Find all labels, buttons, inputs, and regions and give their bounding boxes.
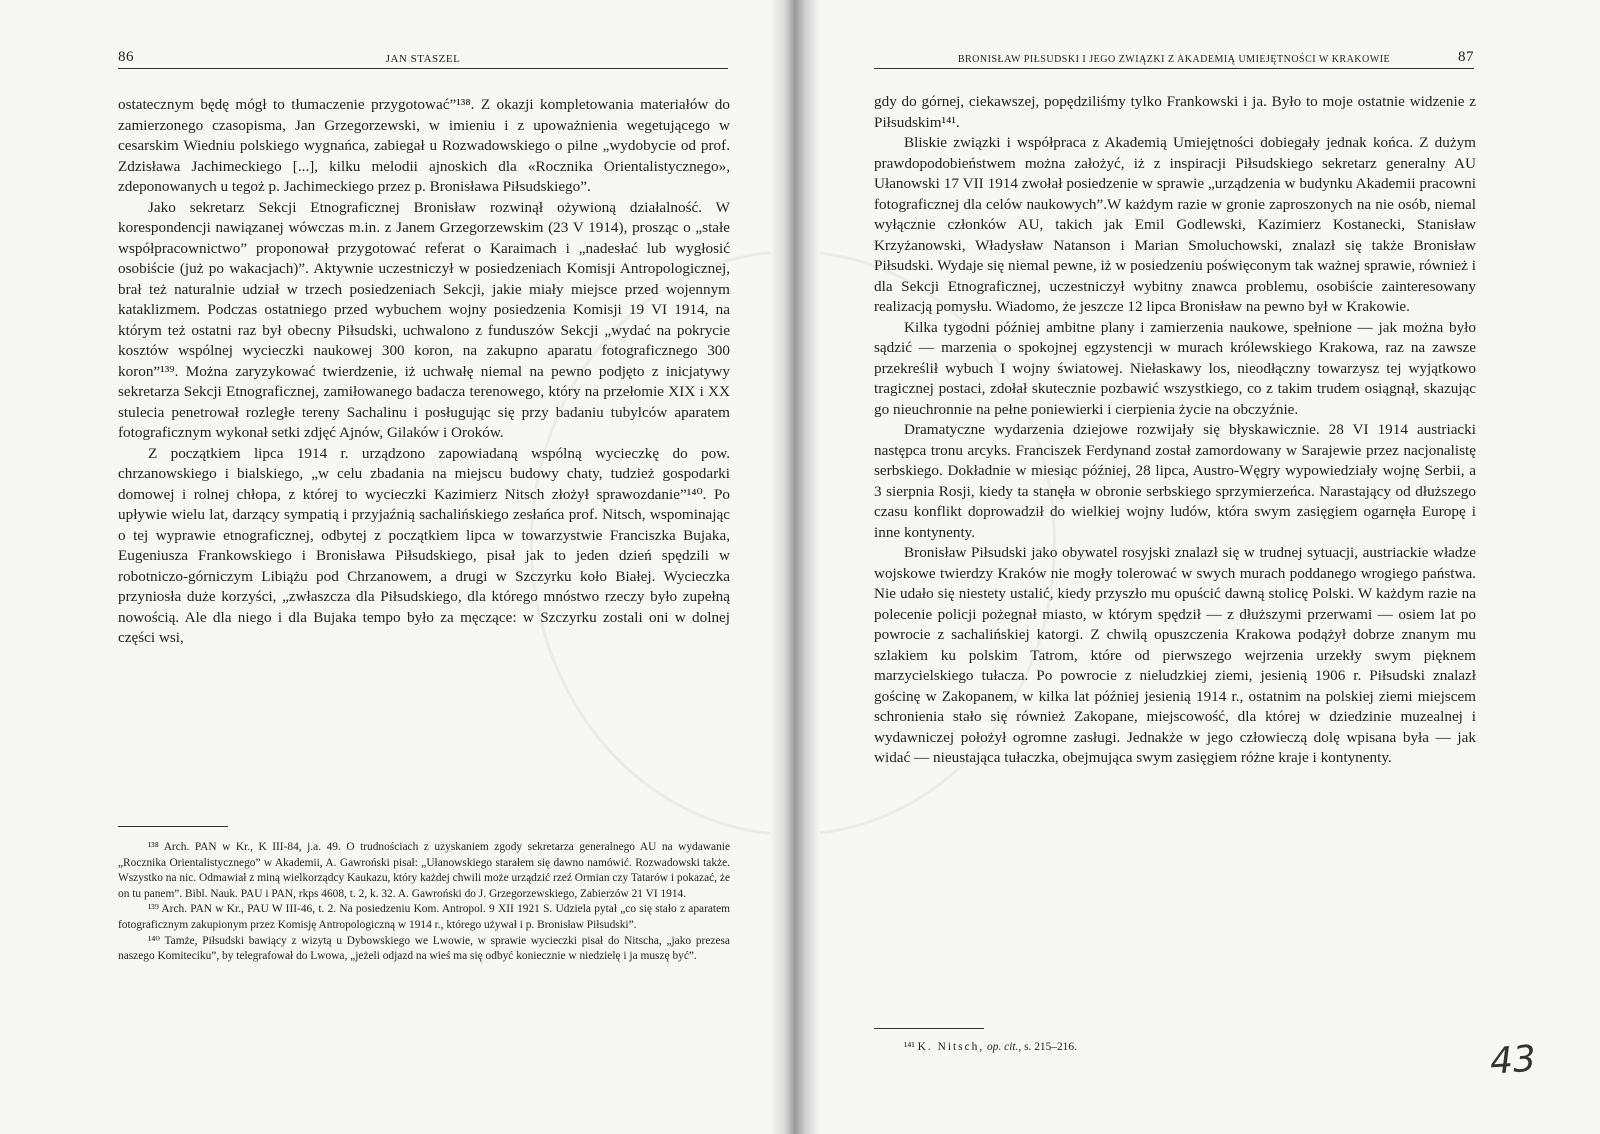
left-page-header xyxy=(118,48,728,69)
right-footnotes xyxy=(874,1040,1476,1056)
footnote-141-work: op. cit., xyxy=(987,1041,1022,1053)
left-footnote-rule xyxy=(118,826,228,827)
left-paragraph-3: Z początkiem lipca 1914 r. urządzono zapowiadaną wspólną wycieczkę do pow. chrzanowskiego i bialskiego, „w celu zbadania na miejscu budowy chaty, tudzież gospodarki domowej i rolnej chłopa, z której to wycieczki Kazimierz Nitsch złożył sprawozdanie”¹⁴⁰. Po upływie wielu lat, darzący sympatią i przyjaźnią sachalińskiego zesłańca prof. Nitsch, wspominając o tej wyprawie etnograficznej, odbytej z początkiem lipca w towarzystwie Franciszka Bujaka, Eugeniusza Frankowskiego i Bronisława Piłsudskiego, pisał jak to jeden dzień spędzili w robotniczo-górniczym Libiążu pod Chrzanowem, a drugi w Szczyrku koło Białej. Wycieczka przyniosła duże korzyści, „zwłaszcza dla Piłsudskiego, dla którego mnóstwo rzeczy było zupełną nowością. Ale dla niego i dla Bujaka tempo było za męczące: w Szczyrku zostali oni w dolnej części wsi, xyxy=(118,444,730,646)
right-footnote-rule xyxy=(874,1028,984,1029)
left-page xyxy=(0,0,770,1134)
footnote-141-author: K. Nitsch, xyxy=(917,1041,985,1053)
handwritten-page-number: 43 xyxy=(1488,1038,1538,1083)
footnote-138: ¹³⁸ Arch. PAN w Kr., K III-84, j.a. 49. O trudnościach z uzyskaniem zgody sekretarza generalnego AU na wydawanie „Rocznika Orientalistycznego” w Akademii, A. Gawroński pisał: „Ułanowskiego starałem się dawno namówić. Rozwadowski także. Wszystko na nic. Odmawiał z miną wielkorządcy Kaukazu, który każdej chwili może urządzić rzeź Ormian czy Tatarów i pokazać, że on tu panem”. Bibl. Nauk. PAU i PAN, rkps 4608, t. 2, k. 32. A. Gawroński do J. Grzegorzewskiego, Zabierzów 21 VI 1914. xyxy=(118,841,730,900)
footnote-141 xyxy=(874,1040,1476,1056)
right-paragraph-3: Kilka tygodni później ambitne plany i zamierzenia naukowe, spełnione — jak można było sądzić — marzenia o spokojnej egzystencji w murach królewskiego Krakowa, raz na zawsze przekreślił wybuch I wojny światowej. Niełaskawy los, nieodłączny towarzysz tej wyjątkowo tragicznej postaci, zdołał skutecznie pozbawić wszystkiego, co z takim trudem osiągnął, skazując go nieuchronnie na pełne poniewierki i cierpienia życie na obczyźnie. xyxy=(874,318,1476,418)
footnote-139: ¹³⁹ Arch. PAN w Kr., PAU W III-46, t. 2. Na posiedzeniu Kom. Antropol. 9 XII 1921 S. Udziela pytał „co się stało z aparatem fotograficznym zakupionym przez Komisję Antropologiczną w 1914 r., którego używał i p. Bronisław Piłsudski”. xyxy=(118,903,730,931)
right-paragraph-4: Dramatyczne wydarzenia dziejowe rozwijały się błyskawicznie. 28 VI 1914 austriacki następca tronu arcyks. Franciszek Ferdynand został zamordowany w Sarajewie przez nacjonalistę serbskiego. Dokładnie w miesiąc później, 28 lipca, Austro-Węgry wypowiedziały wojnę Serbii, a 3 sierpnia Rosji, kiedy ta stanęła w obronie serbskiego sprzymierzeńca. Narastający od dłuższego czasu konflikt doprowadził do wielkiej wojny ludów, która swym zasięgiem ogarnęła Europę i inne kontynenty. xyxy=(874,421,1476,541)
footnote-141-pages: s. 215–216. xyxy=(1024,1041,1077,1053)
right-paragraph-2: Bliskie związki i współpraca z Akademią Umiejętności dobiegały jednak końca. Z dużym prawdopodobieństwem można założyć, iż z inspiracji Piłsudskiego sekretarz generalny AU Ułanowski 17 VII 1914 zwołał posiedzenie w sprawie „urządzenia w budynku Akademii pracowni fotograficznej dla celów naukowych”.W każdym razie w gronie zaproszonych na nie osób, niemal wyłącznie członków AU, takich jak Emil Godlewski, Kazimierz Kostanecki, Stanisław Krzyżanowski, Władysław Natanson i Marian Smoluchowski, znalazł się także Bronisław Piłsudski. Wydaje się niemal pewne, iż w posiedzeniu poświęconym tak ważnej sprawie, również i dla Sekcji Etnograficznej, uczestniczył wybitny znawca problemu, osobiście zainteresowany realizacją pomysłu. Wiadomo, że jeszcze 12 lipca Bronisław na pewno był w Krakowie. xyxy=(874,134,1476,315)
left-paragraph-1: ostatecznym będę mógł to tłumaczenie przygotować”¹³⁸. Z okazji kompletowania materiałów do zamierzonego czasopisma, Jan Grzegorzewski, w imieniu i z upoważnienia wegetującego w cesarskim Wiedniu polskiego wygnańca, zabiegał u Rozwadowskiego o pilne „wydobycie od prof. Zdzisława Jachimeckiego [...], kilku melodii ajnoskich dla «Rocznika Orientalistycznego», zdeponowanych u tegoż p. Jachimeckiego przez p. Bronisława Piłsudskiego”. xyxy=(118,96,730,195)
right-paragraph-1: gdy do górnej, ciekawszej, popędziliśmy tylko Frankowski i ja. Było to moje ostatnie widzenie z Piłsudskim¹⁴¹. xyxy=(874,93,1476,131)
left-body-text xyxy=(118,95,730,649)
footnote-141-marker: ¹⁴¹ xyxy=(904,1041,915,1053)
right-page-number: 87 xyxy=(1458,49,1474,65)
right-running-head: BRONISŁAW PIŁSUDSKI I JEGO ZWIĄZKI Z AKADEMIĄ UMIEJĘTNOŚCI W KRAKOWIE xyxy=(957,54,1391,65)
right-page-header xyxy=(874,48,1474,69)
left-footnotes xyxy=(118,840,730,965)
right-paragraph-5: Bronisław Piłsudski jako obywatel rosyjski znalazł się w trudnej sytuacji, austriackie władze wojskowe twierdzy Kraków nie mogły tolerować w swych murach poddanego wrogiego państwa. Nie udało się niestety ustalić, kiedy przyszło mu opuścić dawną stolicę Polski. W każdym razie na polecenie policji pożegnał miasto, w którym spędził — z dłuższymi przerwami — osiem lat po powrocie z sachalińskiej katorgi. Z chwilą opuszczenia Krakowa podążył dobrze znanym mu szlakiem ku polskim Tatrom, które od pierwszego wejrzenia urzekły swym pięknem marzycielskiego tułacza. Po powrocie z nieludzkiej ziemi, jesienią 1906 r. Piłsudski znalazł gościnę w Zakopanem, w kilka lat później jesienią 1914 r., ostatnim na polskiej ziemi miejscem schronienia stało się również Zakopane, miejscowość, dla której w dziedzinie muzealnej i wydawniczej położył ogromne zasługi. Jednakże w jego człowieczą dolę wpisana była — jak widać — nieustająca tułaczka, obejmująca swym zasięgiem różne kraje i kontynenty. xyxy=(874,544,1476,766)
left-page-number: 86 xyxy=(118,49,134,65)
book-gutter xyxy=(770,0,820,1134)
right-page xyxy=(820,0,1600,1134)
left-paragraph-2: Jako sekretarz Sekcji Etnograficznej Bronisław rozwinął ożywioną działalność. W korespondencji nawiązanej wówczas m.in. z Janem Grzegorzewskim (23 V 1914), prosząc o „stałe współpracownictwo” proponował przygotować referat o Karaimach i „nadesłać lub wygłosić osobiście (już po wakacjach)”. Aktywnie uczestniczył w posiedzeniach Komisji Antropologicznej, brał też naturalnie udział w trzech posiedzeniach Sekcji, jakie miały miejsce przed wojennym kataklizmem. Podczas ostatniego przed wybuchem wojny posiedzenia Komisji 19 VI 1914, na którym też ostatni raz był obecny Piłsudski, uchwalono z funduszów Sekcji „wydać na pokrycie kosztów wspólnej wycieczki naukowej 300 koron, na zakupno aparatu fotograficznego 300 koron”¹³⁹. Można zaryzykować twierdzenie, iż uchwałę niemal na pewno podjęto z inicjatywy sekretarza Sekcji Etnograficznej, zamiłowanego badacza terenowego, który na przełomie XIX i XX stulecia penetrował rozległe tereny Sachalinu i posługując się przy badaniu tubylców aparatem fotograficznym wykonał setki zdjęć Ajnów, Gilaków i Oroków. xyxy=(118,198,730,441)
right-body-text xyxy=(874,92,1476,769)
left-running-head: JAN STASZEL xyxy=(385,53,461,65)
footnote-140: ¹⁴⁰ Tamże, Piłsudski bawiący z wizytą u Dybowskiego we Lwowie, w sprawie wycieczki pisał do Nitscha, „jako prezesa naszego Komiteciku”, by telegrafował do Lwowa, „jeżeli odjazd na wieś ma się odbyć koniecznie w niedzielę i ja muszę być”. xyxy=(118,934,730,963)
